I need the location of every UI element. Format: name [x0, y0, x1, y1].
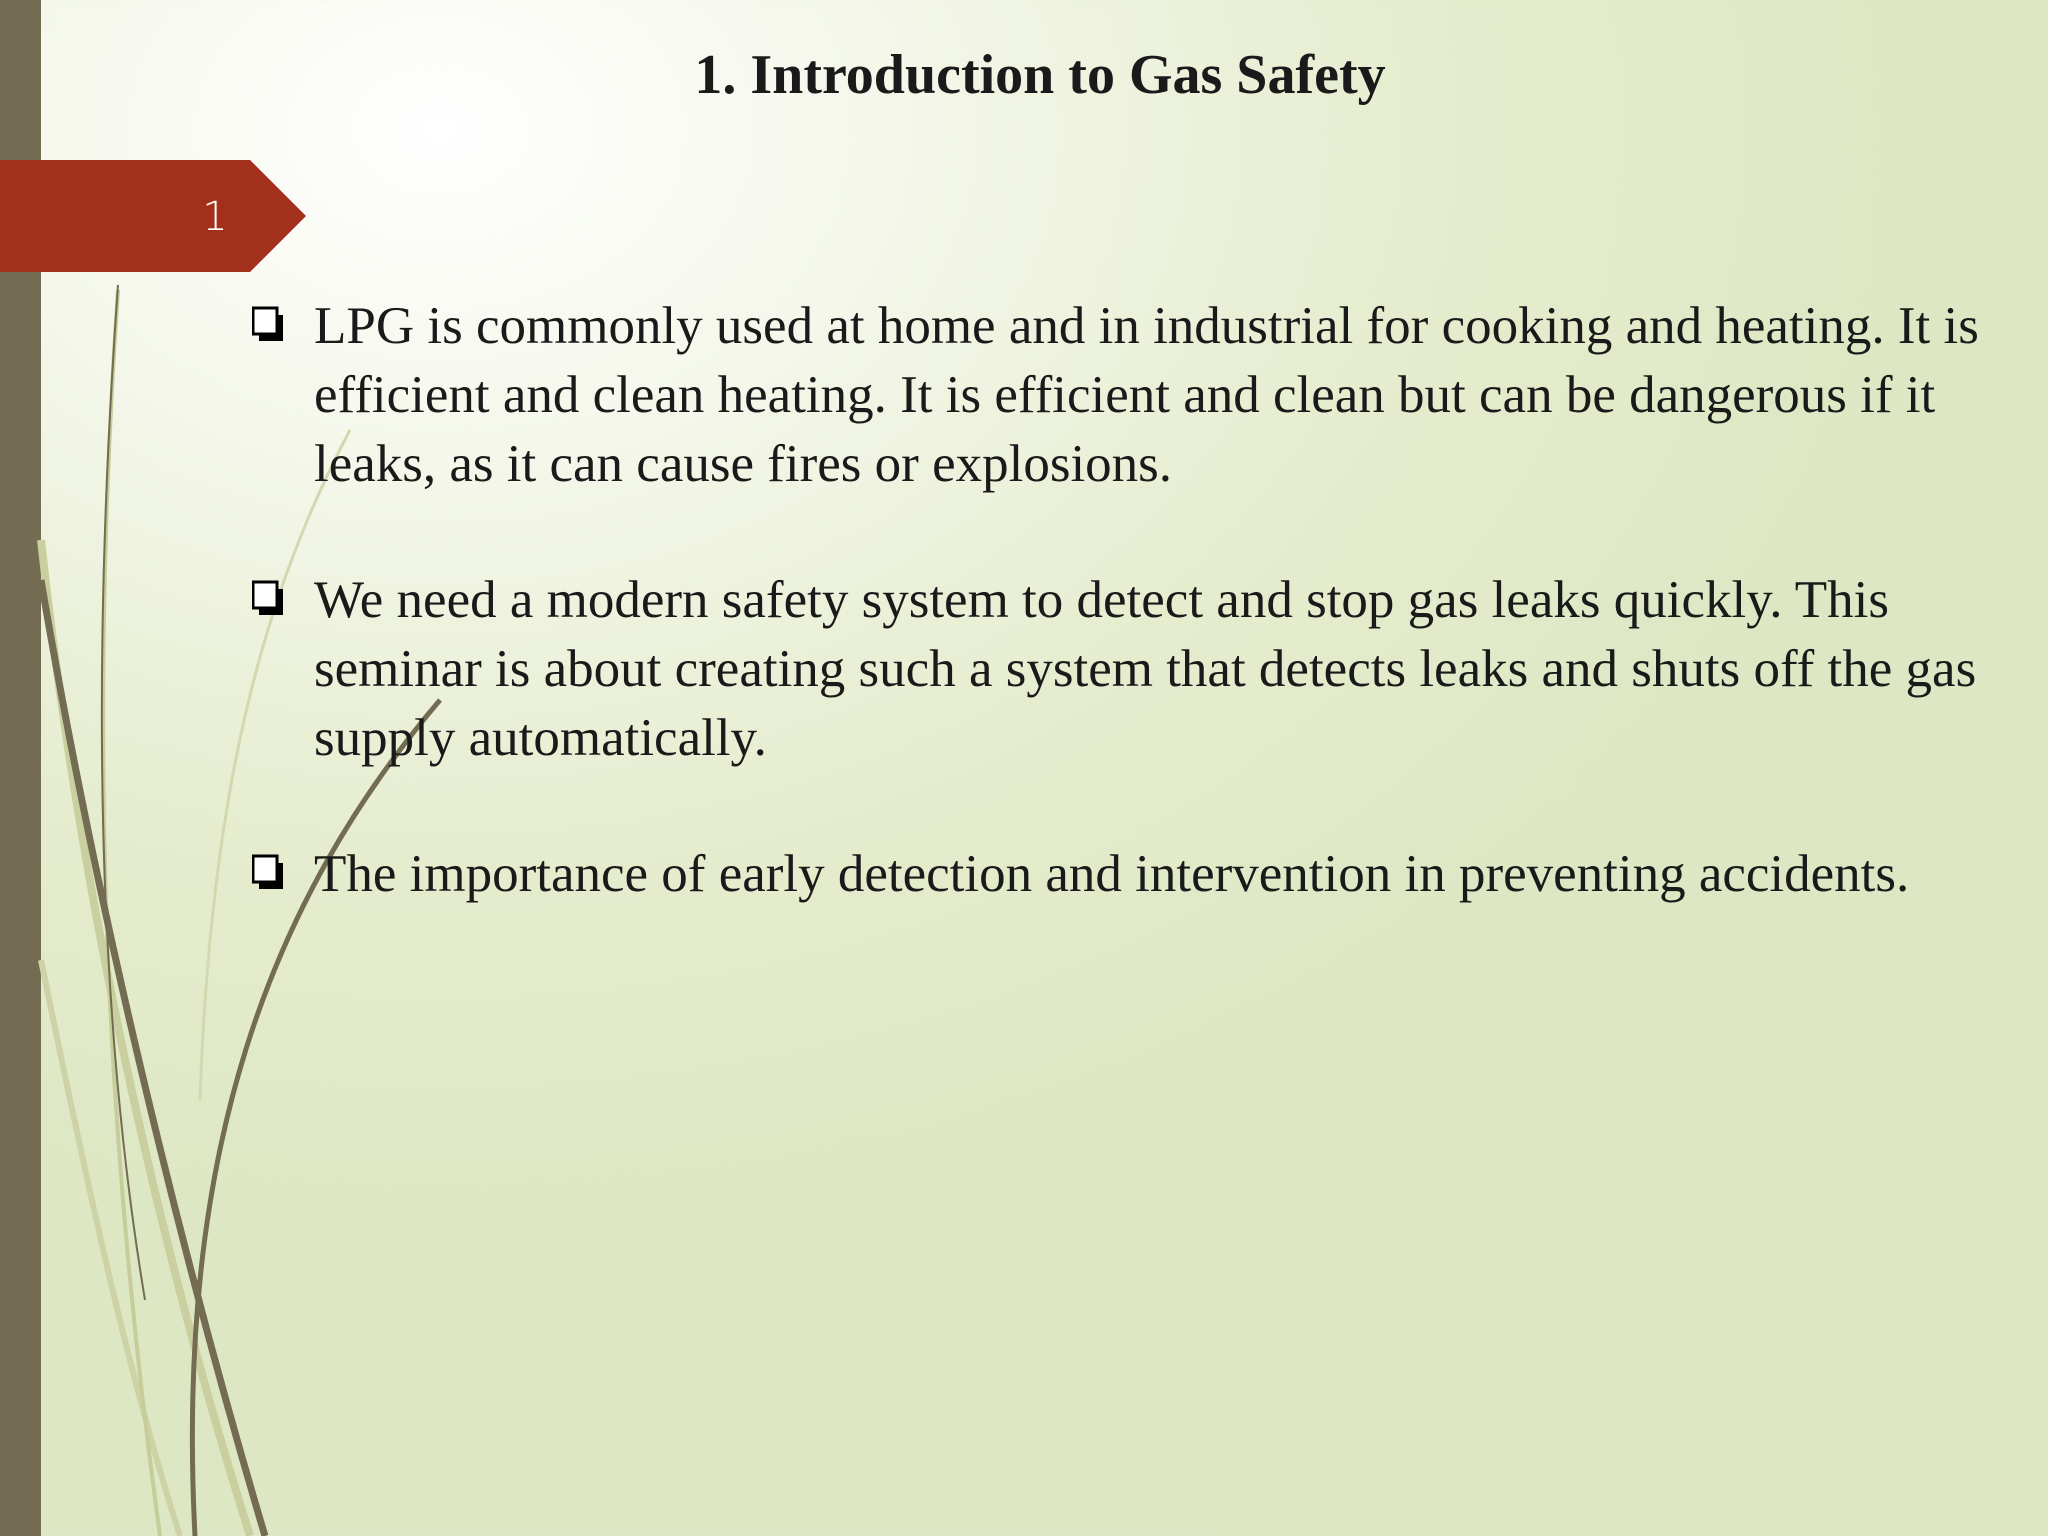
curve-light-3 [103, 290, 160, 1536]
checkbox-bullet-icon [252, 306, 284, 342]
checkbox-bullet-icon [252, 580, 284, 616]
bullet-text: LPG is commonly used at home and in industrial for cooking and heating. It is efficient and clean heating. It is efficient and clean but can be dangerous if it leaks, as it can cause fires or explosions. [314, 297, 1979, 493]
slide-number: 1 [202, 194, 228, 240]
bullet-list [250, 292, 2025, 976]
curve-dark-3 [102, 285, 145, 1300]
bullet-item [250, 840, 2025, 909]
bullet-text: We need a modern safety system to detect and stop gas leaks quickly. This seminar is about creating such a system that detects leaks and shuts off the gas supply automatically. [314, 571, 1977, 767]
bullet-item [250, 566, 2025, 773]
bullet-item [250, 292, 2025, 499]
slide-number-tag [0, 160, 306, 272]
slide-title: 1. Introduction to Gas Safety [694, 44, 1386, 106]
bullet-text: The importance of early detection and intervention in preventing accidents. [314, 845, 1910, 903]
curve-dark-1 [41, 580, 265, 1536]
checkbox-bullet-icon [252, 854, 284, 890]
